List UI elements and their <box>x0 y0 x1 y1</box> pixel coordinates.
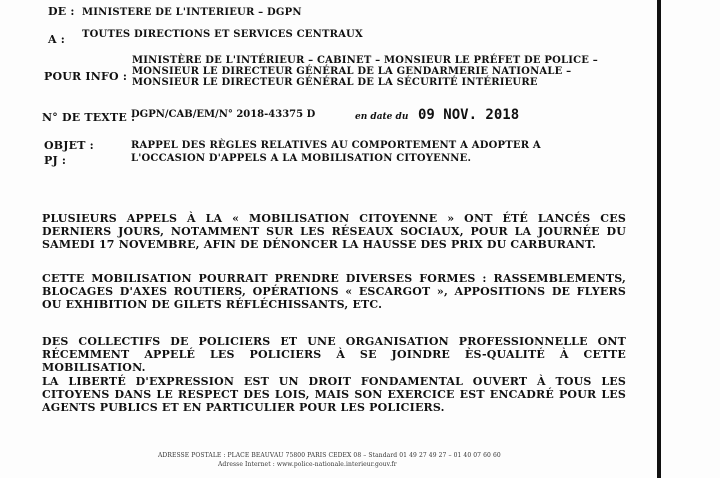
a-value: TOUTES DIRECTIONS ET SERVICES CENTRAUX <box>82 29 363 40</box>
footer-address: ADRESSE POSTALE : PLACE BEAUVAU 75800 PARIS CEDEX 08 – Standard 01 49 27 49 27 – 01 40 07 60 60 <box>158 452 501 459</box>
de-label: DE : <box>48 5 75 18</box>
paragraph-4: LA LIBERTÉ D'EXPRESSION EST UN DROIT FONDAMENTAL OUVERT À TOUS LES CITOYENS DANS LE RESPECT DES LOIS, MAIS SON EXERCICE EST ENCADRÉ POUR LES AGENTS PUBLICS ET EN PARTICULIER POUR LES POLICIERS. <box>42 375 626 414</box>
paragraph-2: CETTE MOBILISATION POURRAIT PRENDRE DIVERSES FORMES : RASSEMBLEMENTS, BLOCAGES D'AXES ROUTIERS, OPÉRATIONS « ESCARGOT », APPOSITIONS DE FLYERS OU EXHIBITION DE GILETS RÉFLÉCHISSANTS, ETC. <box>42 272 626 311</box>
texte-label: N° DE TEXTE : <box>42 111 136 124</box>
de-value: MINISTERE DE L'INTERIEUR – DGPN <box>82 7 302 18</box>
footer-website: Adresse Internet : www.police-nationale.interieur.gouv.fr <box>218 461 397 468</box>
a-label: A : <box>48 33 66 46</box>
pour-info-value: MINISTÈRE DE L'INTÉRIEUR – CABINET – MONSIEUR LE PRÉFET DE POLICE – MONSIEUR LE DIRECTEUR GÉNÉRAL DE LA GENDARMERIE NATIONALE – MONSIEUR LE DIRECTEUR GÉNÉRAL DE LA SÉCURITÉ INTÉRIEURE <box>132 55 598 88</box>
date-label: en date du <box>355 112 409 122</box>
texte-reference: DGPN/CAB/EM/N° 2018-43375 D <box>131 109 316 120</box>
pj-label: PJ : <box>44 154 67 167</box>
pour-info-label: POUR INFO : <box>44 70 128 83</box>
scan-edge-line <box>657 0 661 478</box>
date-value: 09 NOV. 2018 <box>418 107 520 123</box>
paragraph-3: DES COLLECTIFS DE POLICIERS ET UNE ORGANISATION PROFESSIONNELLE ONT RÉCEMMENT APPELÉ LES POLICIERS À SE JOINDRE ÈS-QUALITÉ À CETTE MOBILISATION. <box>42 335 626 374</box>
objet-value: RAPPEL DES RÈGLES RELATIVES AU COMPORTEMENT A ADOPTER A L'OCCASION D'APPELS A LA MOBILISATION CITOYENNE. <box>131 140 541 164</box>
objet-label: OBJET : <box>44 139 94 152</box>
paragraph-1: PLUSIEURS APPELS À LA « MOBILISATION CITOYENNE » ONT ÉTÉ LANCÉS CES DERNIERS JOURS, NOTAMMENT SUR LES RÉSEAUX SOCIAUX, POUR LA JOURNÉE DU SAMEDI 17 NOVEMBRE, AFIN DE DÉNONCER LA HAUSSE DES PRIX DU CARBURANT. <box>42 212 626 251</box>
